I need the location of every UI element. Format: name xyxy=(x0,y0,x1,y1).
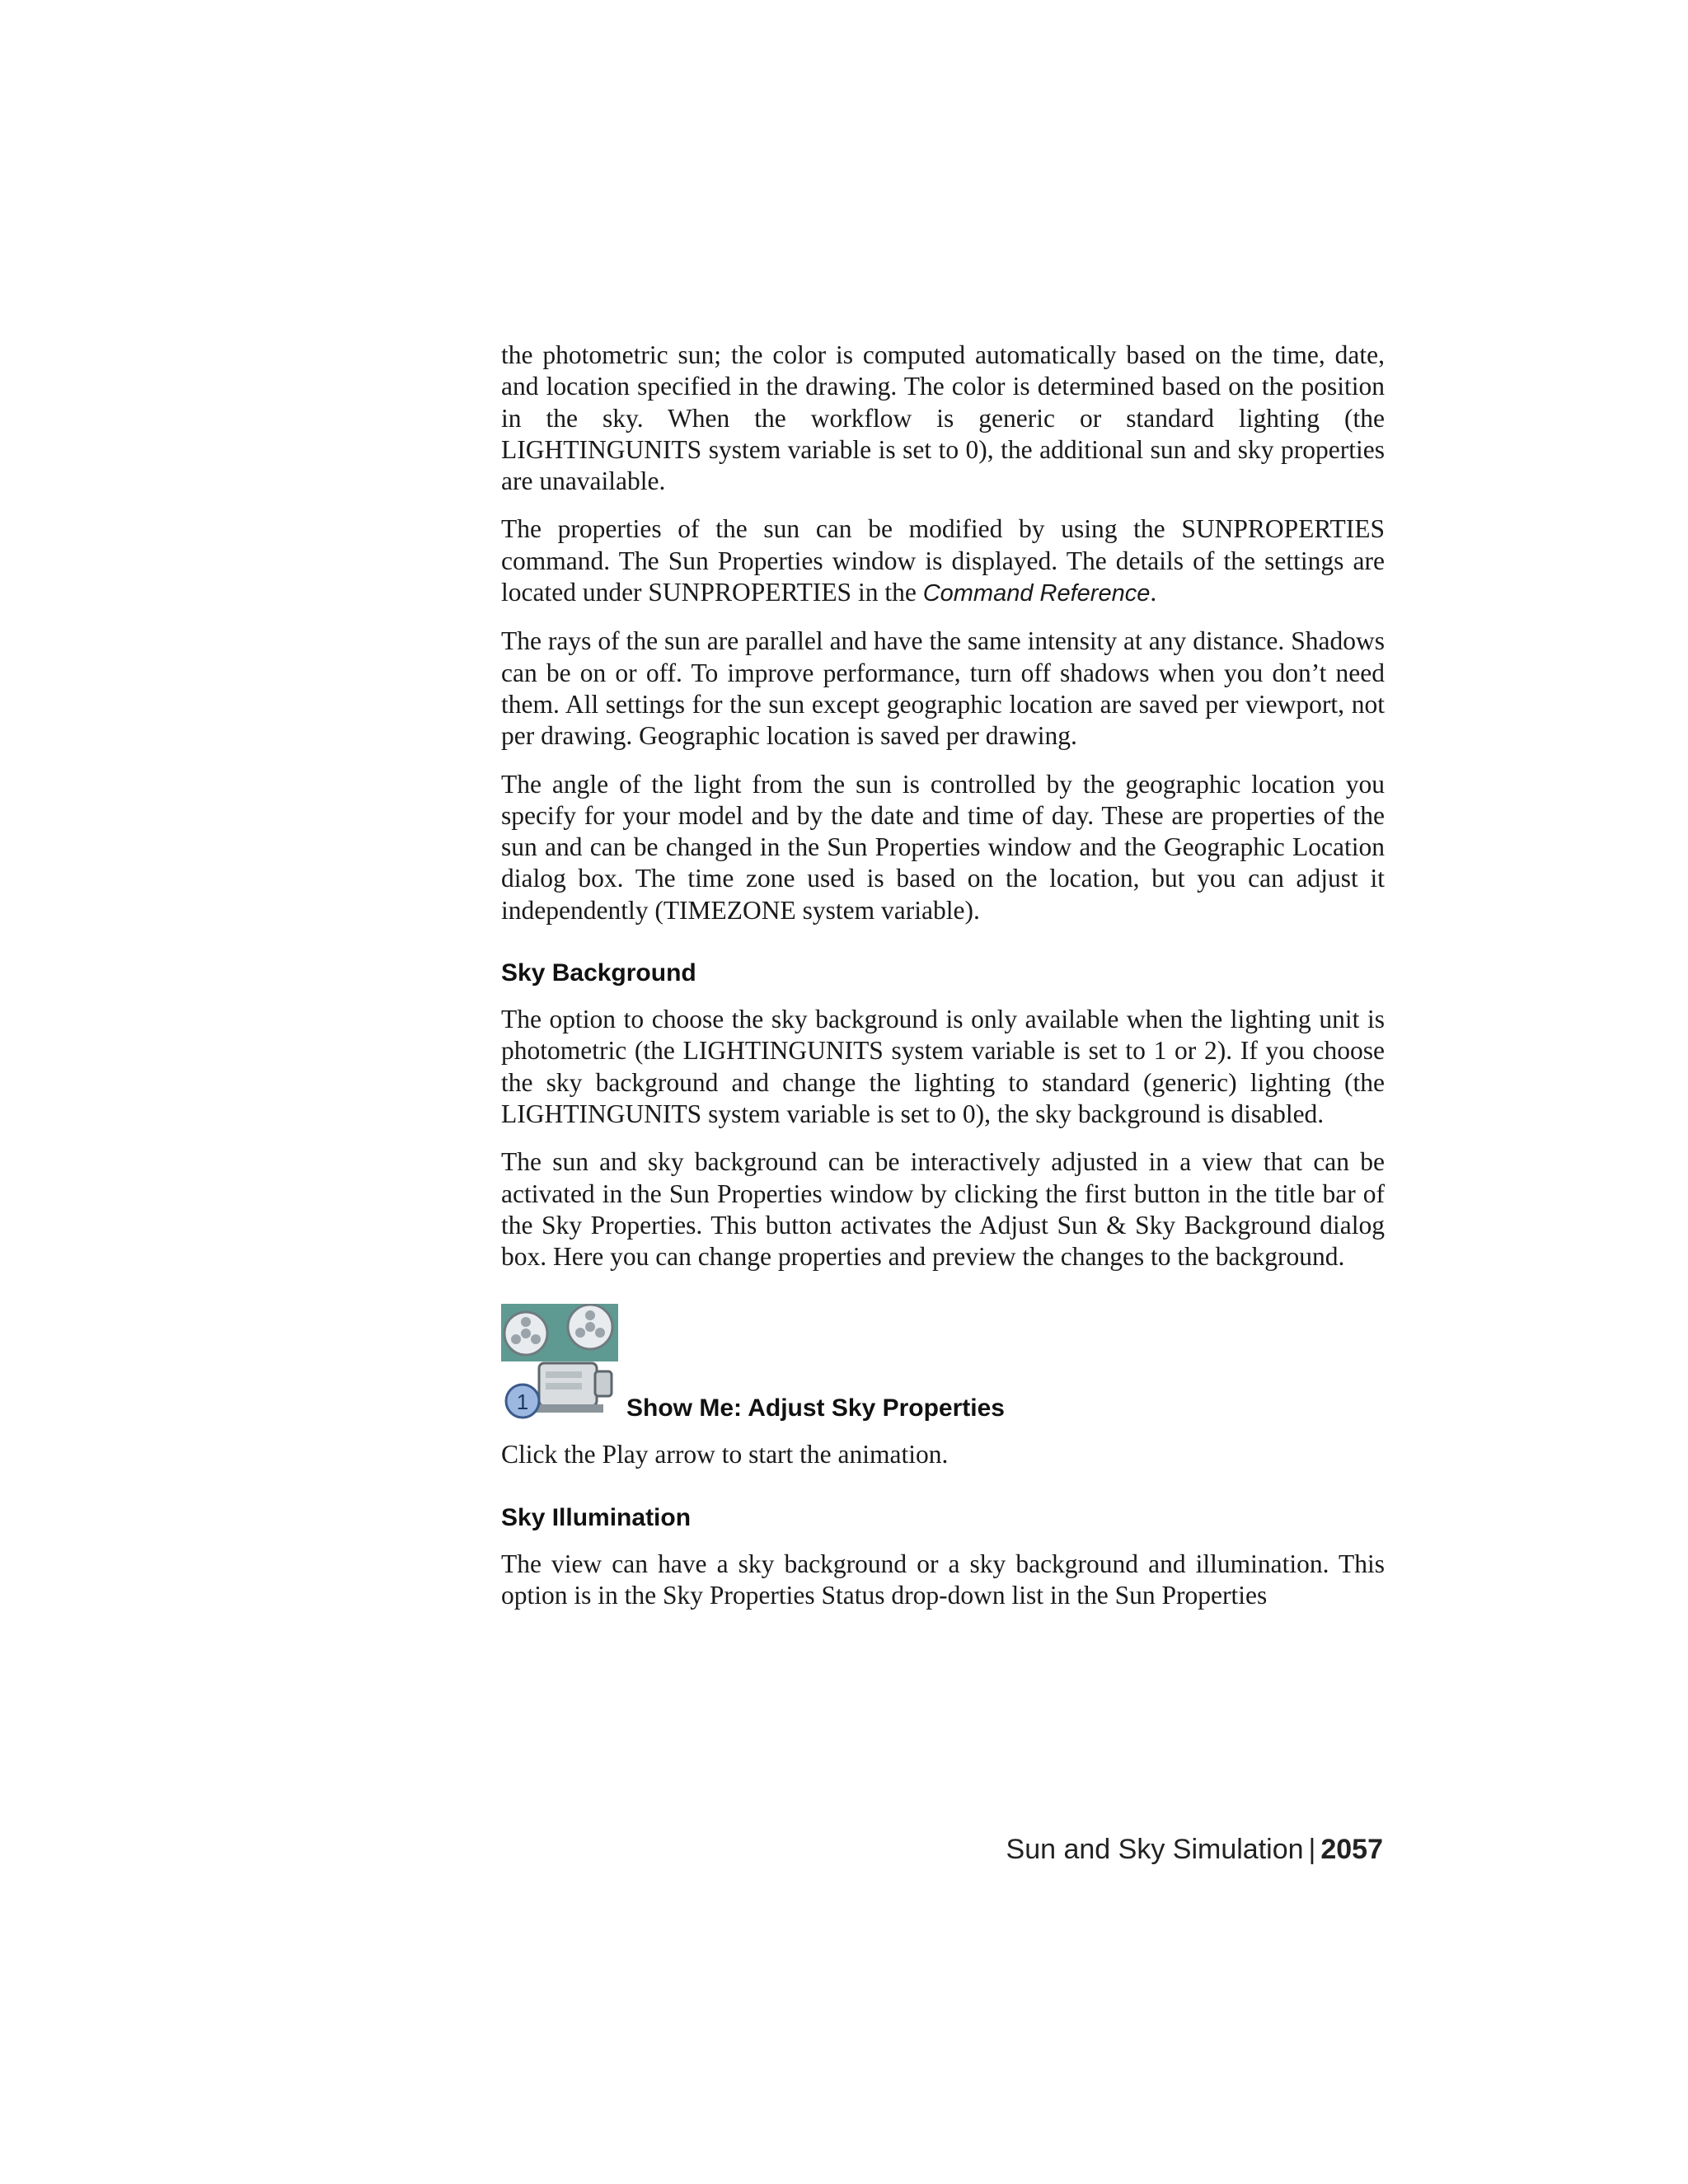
step-badge: 1 xyxy=(516,1390,529,1415)
footer-separator: | xyxy=(1308,1834,1316,1865)
show-me-label[interactable]: Show Me: Adjust Sky Properties xyxy=(626,1394,1005,1422)
film-projector-icon[interactable] xyxy=(501,1304,620,1424)
body-paragraph: The sun and sky background can be interactively adjusted in a view that can be activated in the Sun Properties window by clicking the first button in the title bar of the Sky Properties. This button activates the Adjust Sun & Sky Background dialog box. Here you can change properties and preview the changes to the background. xyxy=(501,1147,1385,1272)
command-reference-link: Command Reference xyxy=(922,580,1151,607)
paragraph-text: . xyxy=(1150,578,1157,607)
body-paragraph xyxy=(501,513,1385,609)
body-paragraph: Click the Play arrow to start the animation. xyxy=(501,1440,949,1469)
body-paragraph: The rays of the sun are parallel and have the same intensity at any distance. Shadows can be on or off. To improve performance, turn off shadows when you don’t need them. All settings for the sun except geographic location are saved per viewport, not per drawing. Geographic location is saved per drawing. xyxy=(501,626,1385,751)
body-paragraph: The angle of the light from the sun is controlled by the geographic location you specify for your model and by the date and time of day. These are properties of the sun and can be changed in the Sun Properties window and the Geographic Location dialog box. The time zone used is based on the location, but you can adjust it independently (TIMEZONE system variable). xyxy=(501,769,1385,925)
section-heading-sky-illumination: Sky Illumination xyxy=(501,1503,692,1531)
show-me-animation-link[interactable] xyxy=(501,1304,1385,1424)
body-paragraph: The view can have a sky background or a sky background and illumination. This option is in the Sky Properties Status drop-down list in the Sun Properties xyxy=(501,1549,1385,1610)
page-content xyxy=(501,340,1385,1628)
page-number: 2057 xyxy=(1320,1834,1383,1865)
paragraph-text: The properties of the sun can be modified by using the SUNPROPERTIES command. The Sun Properties window is displayed. The details of the settings are located under SUNPROPERTIES in the xyxy=(501,514,1385,607)
page-footer xyxy=(1006,1833,1383,1866)
body-paragraph: The option to choose the sky background is only available when the lighting unit is photometric (the LIGHTINGUNITS system variable is set to 1 or 2). If you choose the sky background and change the lighting to standard (generic) lighting (the LIGHTINGUNITS system variable is set to 0), the sky background is disabled. xyxy=(501,1005,1385,1128)
footer-section-title: Sun and Sky Simulation xyxy=(1006,1834,1304,1865)
body-paragraph: the photometric sun; the color is computed automatically based on the time, date, and location specified in the drawing. The color is determined based on the position in the sky. When the workflow is generic or standard lighting (the LIGHTINGUNITS system variable is set to 0), the additional sun and sky properties are unavailable. xyxy=(501,340,1385,496)
section-heading-sky-background: Sky Background xyxy=(501,959,696,987)
